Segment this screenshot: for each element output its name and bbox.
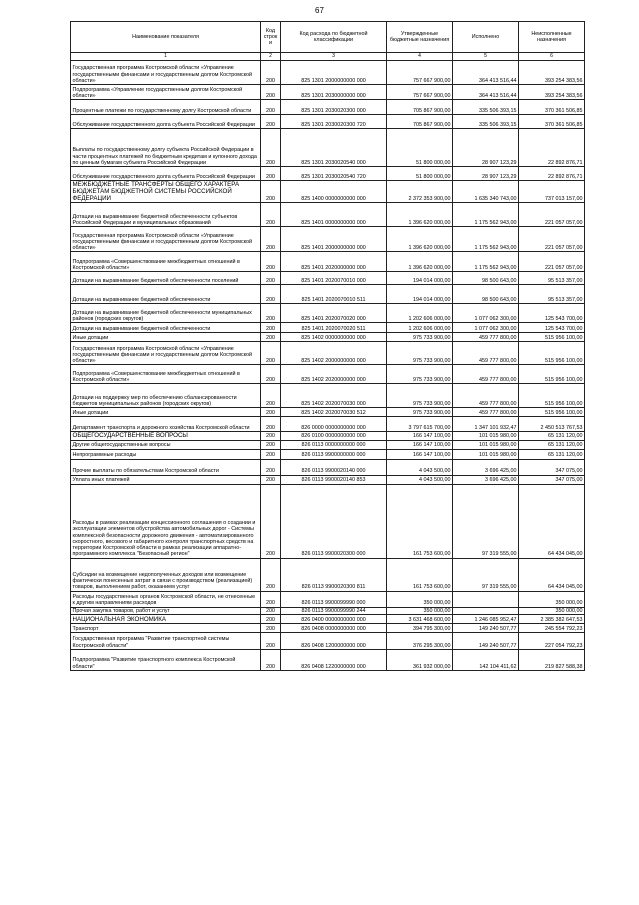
table-row <box>71 459 585 475</box>
column-number: 6 <box>519 53 585 61</box>
row-name: Прочая закупка товаров, работ и услуг <box>71 607 261 614</box>
remaining-amount: 64 434 045,00 <box>519 484 585 558</box>
row-code: 200 <box>261 440 281 449</box>
executed-amount: 101 015 980,00 <box>453 432 519 440</box>
row-name: Дотации на выравнивание бюджетной обеспеченности муниципальных районов (городских округов) <box>71 304 261 323</box>
table-row <box>71 167 585 181</box>
table-row <box>71 252 585 272</box>
row-code: 200 <box>261 607 281 614</box>
row-name: Иные дотации <box>71 333 261 342</box>
remaining-amount: 22 892 876,71 <box>519 129 585 167</box>
remaining-amount: 347 075,00 <box>519 475 585 484</box>
row-code: 200 <box>261 272 281 285</box>
approved-amount: 757 667 900,00 <box>387 61 453 85</box>
row-code: 200 <box>261 558 281 591</box>
column-number-row <box>71 53 585 61</box>
executed-amount: 459 777 800,00 <box>453 342 519 365</box>
remaining-amount: 65 131 120,00 <box>519 440 585 449</box>
budget-code: 825 1401 0000000000 000 <box>281 203 387 227</box>
budget-code: 825 1402 2020000000 000 <box>281 365 387 384</box>
remaining-amount: 347 075,00 <box>519 459 585 475</box>
row-name: Обслуживание государственного долга субъекта Российской Федерации <box>71 167 261 181</box>
table-row <box>71 203 585 227</box>
row-name: Расходы государственных органов Костромской области, не отнесенные к другим направлениям расходов <box>71 591 261 607</box>
row-name: Расходы в рамках реализации концессионного соглашения о создании и эксплуатации элементов обустройства автомобильных дорог - Системы комплексной безопасности дорожного движения - автоматизированного скоростного, весового и габаритного контроля транспортных средств на территории Костромской области в рамках реализации аппаратно-программного комплекса "Безопасный регион" <box>71 484 261 558</box>
header-name: Наименование показателя <box>71 22 261 53</box>
approved-amount: 975 733 900,00 <box>387 384 453 408</box>
budget-execution-table <box>70 21 585 671</box>
remaining-amount: 219 827 588,38 <box>519 649 585 670</box>
row-name: Транспорт <box>71 623 261 632</box>
row-code: 200 <box>261 384 281 408</box>
column-number: 2 <box>261 53 281 61</box>
executed-amount: 1 175 562 943,00 <box>453 252 519 272</box>
remaining-amount: 64 434 045,00 <box>519 558 585 591</box>
executed-amount: 1 347 101 932,47 <box>453 417 519 432</box>
remaining-amount: 515 956 100,00 <box>519 342 585 365</box>
row-name: Иные дотации <box>71 408 261 417</box>
table-row <box>71 61 585 85</box>
budget-code: 825 1401 2020070020 000 <box>281 304 387 323</box>
budget-code: 825 1401 2020000000 000 <box>281 252 387 272</box>
approved-amount: 2 372 353 900,00 <box>387 181 453 203</box>
remaining-amount: 515 956 100,00 <box>519 365 585 384</box>
executed-amount: 459 777 800,00 <box>453 408 519 417</box>
column-number: 4 <box>387 53 453 61</box>
row-code: 200 <box>261 449 281 459</box>
row-name: Подпрограмма «Управление государственным долгом Костромской области» <box>71 85 261 100</box>
header-budget-code: Код расхода по бюджетной классификации <box>281 22 387 53</box>
table-row <box>71 384 585 408</box>
executed-amount <box>453 591 519 607</box>
row-name: Департамент транспорта и дорожного хозяйства Костромской области <box>71 417 261 432</box>
budget-code: 826 0113 0000000000 000 <box>281 440 387 449</box>
row-name: Подпрограмма "Развитие транспортного комплекса Костромской области" <box>71 649 261 670</box>
remaining-amount: 515 956 100,00 <box>519 333 585 342</box>
row-code: 200 <box>261 484 281 558</box>
approved-amount: 3 631 468 600,00 <box>387 614 453 623</box>
approved-amount: 4 043 500,00 <box>387 459 453 475</box>
row-code: 200 <box>261 167 281 181</box>
budget-code: 826 0408 1200000000 000 <box>281 632 387 649</box>
page-number: 67 <box>315 6 324 15</box>
row-name: Государственная программа Костромской области «Управление государственными финансами и государственным долгом Костромской области» <box>71 342 261 365</box>
row-code: 200 <box>261 115 281 129</box>
row-code: 200 <box>261 591 281 607</box>
approved-amount: 1 396 620 000,00 <box>387 203 453 227</box>
approved-amount: 166 147 100,00 <box>387 449 453 459</box>
approved-amount: 4 043 500,00 <box>387 475 453 484</box>
table-row <box>71 227 585 252</box>
remaining-amount: 245 554 792,23 <box>519 623 585 632</box>
remaining-amount: 370 361 506,85 <box>519 115 585 129</box>
budget-code: 826 0113 9900020300 811 <box>281 558 387 591</box>
row-name: Непрограммные расходы <box>71 449 261 459</box>
remaining-amount: 393 254 383,56 <box>519 85 585 100</box>
budget-code: 825 1301 2030000000 000 <box>281 85 387 100</box>
table-row <box>71 272 585 285</box>
row-code: 200 <box>261 614 281 623</box>
executed-amount <box>453 607 519 614</box>
row-name: Подпрограмма «Совершенствование межбюджетных отношений в Костромской области» <box>71 252 261 272</box>
executed-amount: 28 907 123,29 <box>453 129 519 167</box>
row-name: Другие общегосударственные вопросы <box>71 440 261 449</box>
table-row <box>71 85 585 100</box>
row-code: 200 <box>261 323 281 333</box>
budget-code: 826 0400 0000000000 000 <box>281 614 387 623</box>
row-code: 200 <box>261 417 281 432</box>
row-code: 200 <box>261 252 281 272</box>
table-row <box>71 623 585 632</box>
executed-amount: 3 696 425,00 <box>453 459 519 475</box>
budget-code: 825 1301 2030020540 000 <box>281 129 387 167</box>
row-code: 200 <box>261 285 281 304</box>
executed-amount: 1 077 062 300,00 <box>453 323 519 333</box>
row-code: 200 <box>261 623 281 632</box>
approved-amount: 394 795 300,00 <box>387 623 453 632</box>
remaining-amount: 2 385 382 647,53 <box>519 614 585 623</box>
budget-code: 826 0113 9900020140 853 <box>281 475 387 484</box>
budget-code: 825 1301 2030020300 000 <box>281 100 387 115</box>
approved-amount: 194 014 000,00 <box>387 285 453 304</box>
row-name: Государственная программа Костромской области «Управление государственными финансами и государственным долгом Костромской области» <box>71 61 261 85</box>
remaining-amount: 65 131 120,00 <box>519 432 585 440</box>
approved-amount: 1 396 620 000,00 <box>387 227 453 252</box>
table-row <box>71 432 585 440</box>
remaining-amount: 350 000,00 <box>519 607 585 614</box>
approved-amount: 376 295 300,00 <box>387 632 453 649</box>
row-code: 200 <box>261 100 281 115</box>
row-name: Обслуживание государственного долга субъекта Российской Федерации <box>71 115 261 129</box>
executed-amount: 98 500 643,00 <box>453 272 519 285</box>
budget-code: 826 0113 9900020300 000 <box>281 484 387 558</box>
remaining-amount: 221 057 057,00 <box>519 203 585 227</box>
row-code: 200 <box>261 304 281 323</box>
approved-amount: 975 733 900,00 <box>387 333 453 342</box>
row-code: 200 <box>261 342 281 365</box>
table-row <box>71 285 585 304</box>
approved-amount: 51 800 000,00 <box>387 129 453 167</box>
table-row <box>71 591 585 607</box>
budget-code: 826 0113 9900099990 244 <box>281 607 387 614</box>
approved-amount: 350 000,00 <box>387 607 453 614</box>
row-name: Дотации на выравнивание бюджетной обеспеченности <box>71 323 261 333</box>
budget-code: 826 0113 9900000000 000 <box>281 449 387 459</box>
column-number: 5 <box>453 53 519 61</box>
budget-code: 825 1402 2020070030 512 <box>281 408 387 417</box>
header-unexecuted: Неисполненные назначения <box>519 22 585 53</box>
row-name: Выплаты по государственному долгу субъекта Российской Федерации в части процентных платежей по бюджетным кредитам и купонного дохода по ценным бумагам субъекта Российской Федерации <box>71 129 261 167</box>
remaining-amount: 515 956 100,00 <box>519 384 585 408</box>
table-row <box>71 323 585 333</box>
header-executed: Исполнено <box>453 22 519 53</box>
table-row <box>71 475 585 484</box>
table-row <box>71 333 585 342</box>
approved-amount: 166 147 100,00 <box>387 440 453 449</box>
budget-code: 826 0100 0000000000 000 <box>281 432 387 440</box>
table-row <box>71 632 585 649</box>
remaining-amount: 65 131 120,00 <box>519 449 585 459</box>
budget-code: 826 0113 9900020140 000 <box>281 459 387 475</box>
table-row <box>71 408 585 417</box>
executed-amount: 364 413 516,44 <box>453 85 519 100</box>
table-row <box>71 649 585 670</box>
executed-amount: 101 015 980,00 <box>453 449 519 459</box>
approved-amount: 161 753 600,00 <box>387 484 453 558</box>
row-code: 200 <box>261 632 281 649</box>
approved-amount: 705 867 900,00 <box>387 115 453 129</box>
table-row <box>71 365 585 384</box>
table-row <box>71 614 585 623</box>
executed-amount: 97 319 555,00 <box>453 484 519 558</box>
remaining-amount: 95 513 357,00 <box>519 272 585 285</box>
approved-amount: 166 147 100,00 <box>387 432 453 440</box>
budget-code: 826 0000 0000000000 000 <box>281 417 387 432</box>
executed-amount: 459 777 800,00 <box>453 384 519 408</box>
approved-amount: 361 932 000,00 <box>387 649 453 670</box>
remaining-amount: 125 543 700,00 <box>519 304 585 323</box>
row-code: 200 <box>261 408 281 417</box>
row-code: 200 <box>261 85 281 100</box>
row-code: 200 <box>261 475 281 484</box>
executed-amount: 459 777 800,00 <box>453 333 519 342</box>
table-row <box>71 342 585 365</box>
approved-amount: 51 800 000,00 <box>387 167 453 181</box>
row-name: НАЦИОНАЛЬНАЯ ЭКОНОМИКА <box>71 614 261 623</box>
row-code: 200 <box>261 649 281 670</box>
approved-amount: 1 396 620 000,00 <box>387 252 453 272</box>
budget-code: 825 1401 2000000000 000 <box>281 227 387 252</box>
executed-amount: 149 240 507,77 <box>453 632 519 649</box>
approved-amount: 975 733 900,00 <box>387 342 453 365</box>
row-code: 200 <box>261 203 281 227</box>
table-row <box>71 100 585 115</box>
row-name: Подпрограмма «Совершенствование межбюджетных отношений в Костромской области» <box>71 365 261 384</box>
remaining-amount: 393 254 383,56 <box>519 61 585 85</box>
remaining-amount: 350 000,00 <box>519 591 585 607</box>
budget-code: 826 0113 9900099990 000 <box>281 591 387 607</box>
remaining-amount: 515 956 100,00 <box>519 408 585 417</box>
executed-amount: 28 907 123,29 <box>453 167 519 181</box>
row-code: 200 <box>261 333 281 342</box>
remaining-amount: 2 450 513 767,53 <box>519 417 585 432</box>
approved-amount: 705 867 900,00 <box>387 100 453 115</box>
budget-code: 825 1402 2020070030 000 <box>281 384 387 408</box>
row-code: 200 <box>261 61 281 85</box>
row-name: МЕЖБЮДЖЕТНЫЕ ТРАНСФЕРТЫ ОБЩЕГО ХАРАКТЕРА БЮДЖЕТАМ БЮДЖЕТНОЙ СИСТЕМЫ РОССИЙСКОЙ ФЕДЕРАЦИИ <box>71 181 261 203</box>
header-row-code: Код строки <box>261 22 281 53</box>
executed-amount: 142 104 411,62 <box>453 649 519 670</box>
approved-amount: 161 753 600,00 <box>387 558 453 591</box>
row-name: ОБЩЕГОСУДАРСТВЕННЫЕ ВОПРОСЫ <box>71 432 261 440</box>
row-code: 200 <box>261 227 281 252</box>
table-row <box>71 181 585 203</box>
table-row <box>71 440 585 449</box>
table-header-row <box>71 22 585 53</box>
budget-code: 825 1301 2000000000 000 <box>281 61 387 85</box>
budget-code: 825 1402 0000000000 000 <box>281 333 387 342</box>
table-row <box>71 129 585 167</box>
row-name: Прочие выплаты по обязательствам Костромской области <box>71 459 261 475</box>
approved-amount: 350 000,00 <box>387 591 453 607</box>
budget-code: 825 1400 0000000000 000 <box>281 181 387 203</box>
budget-code: 825 1401 2020070020 511 <box>281 323 387 333</box>
table-row <box>71 607 585 614</box>
budget-code: 825 1401 2020070010 511 <box>281 285 387 304</box>
table-row <box>71 484 585 558</box>
remaining-amount: 95 513 357,00 <box>519 285 585 304</box>
executed-amount: 149 240 507,77 <box>453 623 519 632</box>
row-code: 200 <box>261 181 281 203</box>
row-name: Уплата иных платежей <box>71 475 261 484</box>
remaining-amount: 221 057 057,00 <box>519 252 585 272</box>
table-row <box>71 558 585 591</box>
approved-amount: 975 733 900,00 <box>387 365 453 384</box>
executed-amount: 459 777 800,00 <box>453 365 519 384</box>
executed-amount: 3 696 425,00 <box>453 475 519 484</box>
row-code: 200 <box>261 459 281 475</box>
executed-amount: 98 500 643,00 <box>453 285 519 304</box>
row-name: Дотации на выравнивание бюджетной обеспеченности поселений <box>71 272 261 285</box>
approved-amount: 3 797 615 700,00 <box>387 417 453 432</box>
executed-amount: 97 319 555,00 <box>453 558 519 591</box>
table-row <box>71 304 585 323</box>
approved-amount: 194 014 000,00 <box>387 272 453 285</box>
row-code: 200 <box>261 365 281 384</box>
table-body <box>71 61 585 671</box>
row-name: Государственная программа Костромской области «Управление государственными финансами и государственным долгом Костромской области» <box>71 227 261 252</box>
executed-amount: 335 506 393,15 <box>453 100 519 115</box>
executed-amount: 335 506 393,15 <box>453 115 519 129</box>
row-name: Субсидии на возмещение недополученных доходов или возмещение фактически понесенных затрат в связи с производством (реализацией) товаров, выполнением работ, оказанием услуг <box>71 558 261 591</box>
executed-amount: 1 246 085 952,47 <box>453 614 519 623</box>
row-name: Процентные платежи по государственному долгу Костромской области <box>71 100 261 115</box>
table-row <box>71 449 585 459</box>
remaining-amount: 737 013 157,00 <box>519 181 585 203</box>
approved-amount: 1 202 606 000,00 <box>387 323 453 333</box>
approved-amount: 757 667 900,00 <box>387 85 453 100</box>
executed-amount: 1 077 062 300,00 <box>453 304 519 323</box>
budget-code: 826 0408 1220000000 000 <box>281 649 387 670</box>
remaining-amount: 370 361 506,85 <box>519 100 585 115</box>
remaining-amount: 125 543 700,00 <box>519 323 585 333</box>
budget-code: 826 0408 0000000000 000 <box>281 623 387 632</box>
approved-amount: 975 733 900,00 <box>387 408 453 417</box>
remaining-amount: 227 054 792,23 <box>519 632 585 649</box>
remaining-amount: 22 892 876,71 <box>519 167 585 181</box>
budget-code: 825 1401 2020070010 000 <box>281 272 387 285</box>
table-row <box>71 417 585 432</box>
table-row <box>71 115 585 129</box>
row-code: 200 <box>261 432 281 440</box>
budget-code: 825 1402 2000000000 000 <box>281 342 387 365</box>
row-name: Дотации на выравнивание бюджетной обеспеченности <box>71 285 261 304</box>
column-number: 3 <box>281 53 387 61</box>
executed-amount: 364 413 516,44 <box>453 61 519 85</box>
budget-code: 825 1301 2030020540 720 <box>281 167 387 181</box>
row-code: 200 <box>261 129 281 167</box>
budget-code: 825 1301 2030020300 720 <box>281 115 387 129</box>
remaining-amount: 221 057 057,00 <box>519 227 585 252</box>
column-number: 1 <box>71 53 261 61</box>
executed-amount: 1 635 340 743,00 <box>453 181 519 203</box>
header-approved: Утвержденные бюджетные назначения <box>387 22 453 53</box>
row-name: Дотации на поддержку мер по обеспечению сбалансированности бюджетов муниципальных районов (городских округов) <box>71 384 261 408</box>
row-name: Государственная программа "Развитие транспортной системы Костромской области" <box>71 632 261 649</box>
executed-amount: 101 015 980,00 <box>453 440 519 449</box>
executed-amount: 1 175 562 943,00 <box>453 227 519 252</box>
approved-amount: 1 202 606 000,00 <box>387 304 453 323</box>
row-name: Дотации на выравнивание бюджетной обеспеченности субъектов Российской Федерации и муниципальных образований <box>71 203 261 227</box>
executed-amount: 1 175 562 943,00 <box>453 203 519 227</box>
